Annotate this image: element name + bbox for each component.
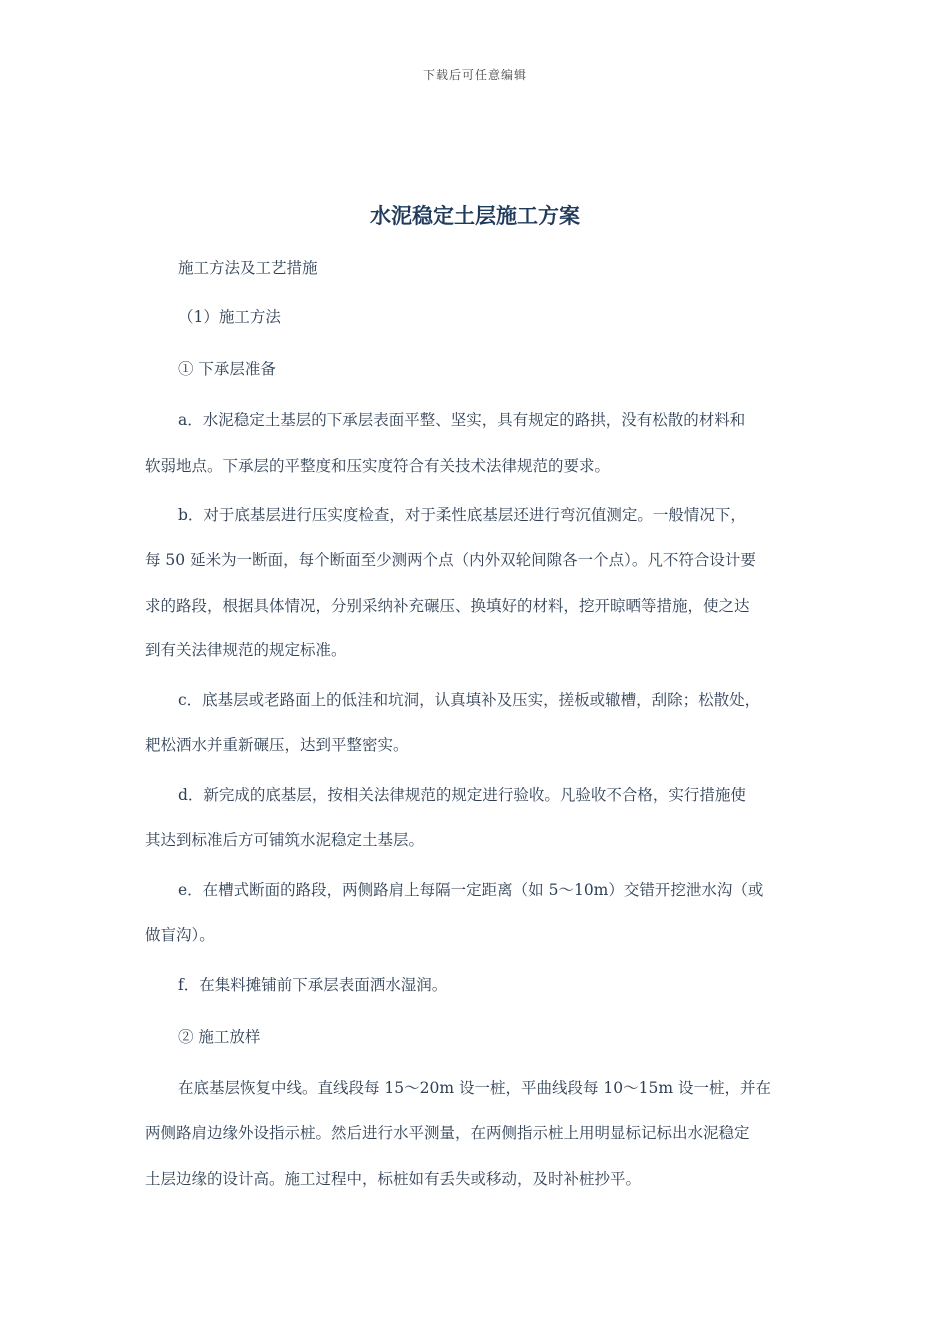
- paragraph-line: 求的路段，根据具体情况，分别采纳补充碾压、换填好的材料，挖开晾晒等措施，使之达: [145, 597, 750, 615]
- paragraph-line: 到有关法律规范的规定标准。: [145, 641, 347, 659]
- paragraph-line: e．在槽式断面的路段，两侧路肩上每隔一定距离（如 5～10m）交错开挖泄水沟（或: [178, 881, 764, 899]
- section-heading: 施工方法及工艺措施: [178, 259, 318, 277]
- document-title: 水泥稳定土层施工方案: [370, 203, 580, 228]
- paragraph-line: 在底基层恢复中线。直线段每 15～20m 设一桩，平曲线段每 10～15m 设一桩，并在: [178, 1079, 771, 1097]
- item-heading: ② 施工放样: [178, 1028, 261, 1046]
- paragraph-line: 耙松洒水并重新碾压，达到平整密实。: [145, 736, 409, 754]
- paragraph-line: 每 50 延米为一断面，每个断面至少测两个点（内外双轮间隙各一个点）。凡不符合设计要: [145, 551, 756, 569]
- paragraph-line: 其达到标准后方可铺筑水泥稳定土基层。: [145, 831, 425, 849]
- paragraph-line: 两侧路肩边缘外设指示桩。然后进行水平测量，在两侧指示桩上用明显标记标出水泥稳定: [145, 1124, 750, 1142]
- paragraph-line: 土层边缘的设计高。施工过程中，标桩如有丢失或移动，及时补桩抄平。: [145, 1170, 642, 1188]
- paragraph-line: d．新完成的底基层，按相关法律规范的规定进行验收。凡验收不合格，实行措施使: [178, 786, 746, 804]
- item-heading: ① 下承层准备: [178, 360, 276, 378]
- paragraph-line: 软弱地点。下承层的平整度和压实度符合有关技术法律规范的要求。: [145, 457, 611, 475]
- subsection-heading: （1）施工方法: [178, 308, 281, 326]
- paragraph-line: 做盲沟）。: [145, 926, 215, 944]
- paragraph-line: f．在集料摊铺前下承层表面洒水湿润。: [178, 976, 448, 994]
- paragraph-line: c．底基层或老路面上的低洼和坑洞，认真填补及压实，搓板或辙槽，刮除；松散处，: [178, 691, 761, 709]
- page-header: 下载后可任意编辑: [422, 68, 527, 82]
- paragraph-line: a．水泥稳定土基层的下承层表面平整、坚实，具有规定的路拱，没有松散的材料和: [178, 411, 746, 429]
- paragraph-line: b．对于底基层进行压实度检查，对于柔性底基层还进行弯沉值测定。一般情况下，: [178, 506, 746, 524]
